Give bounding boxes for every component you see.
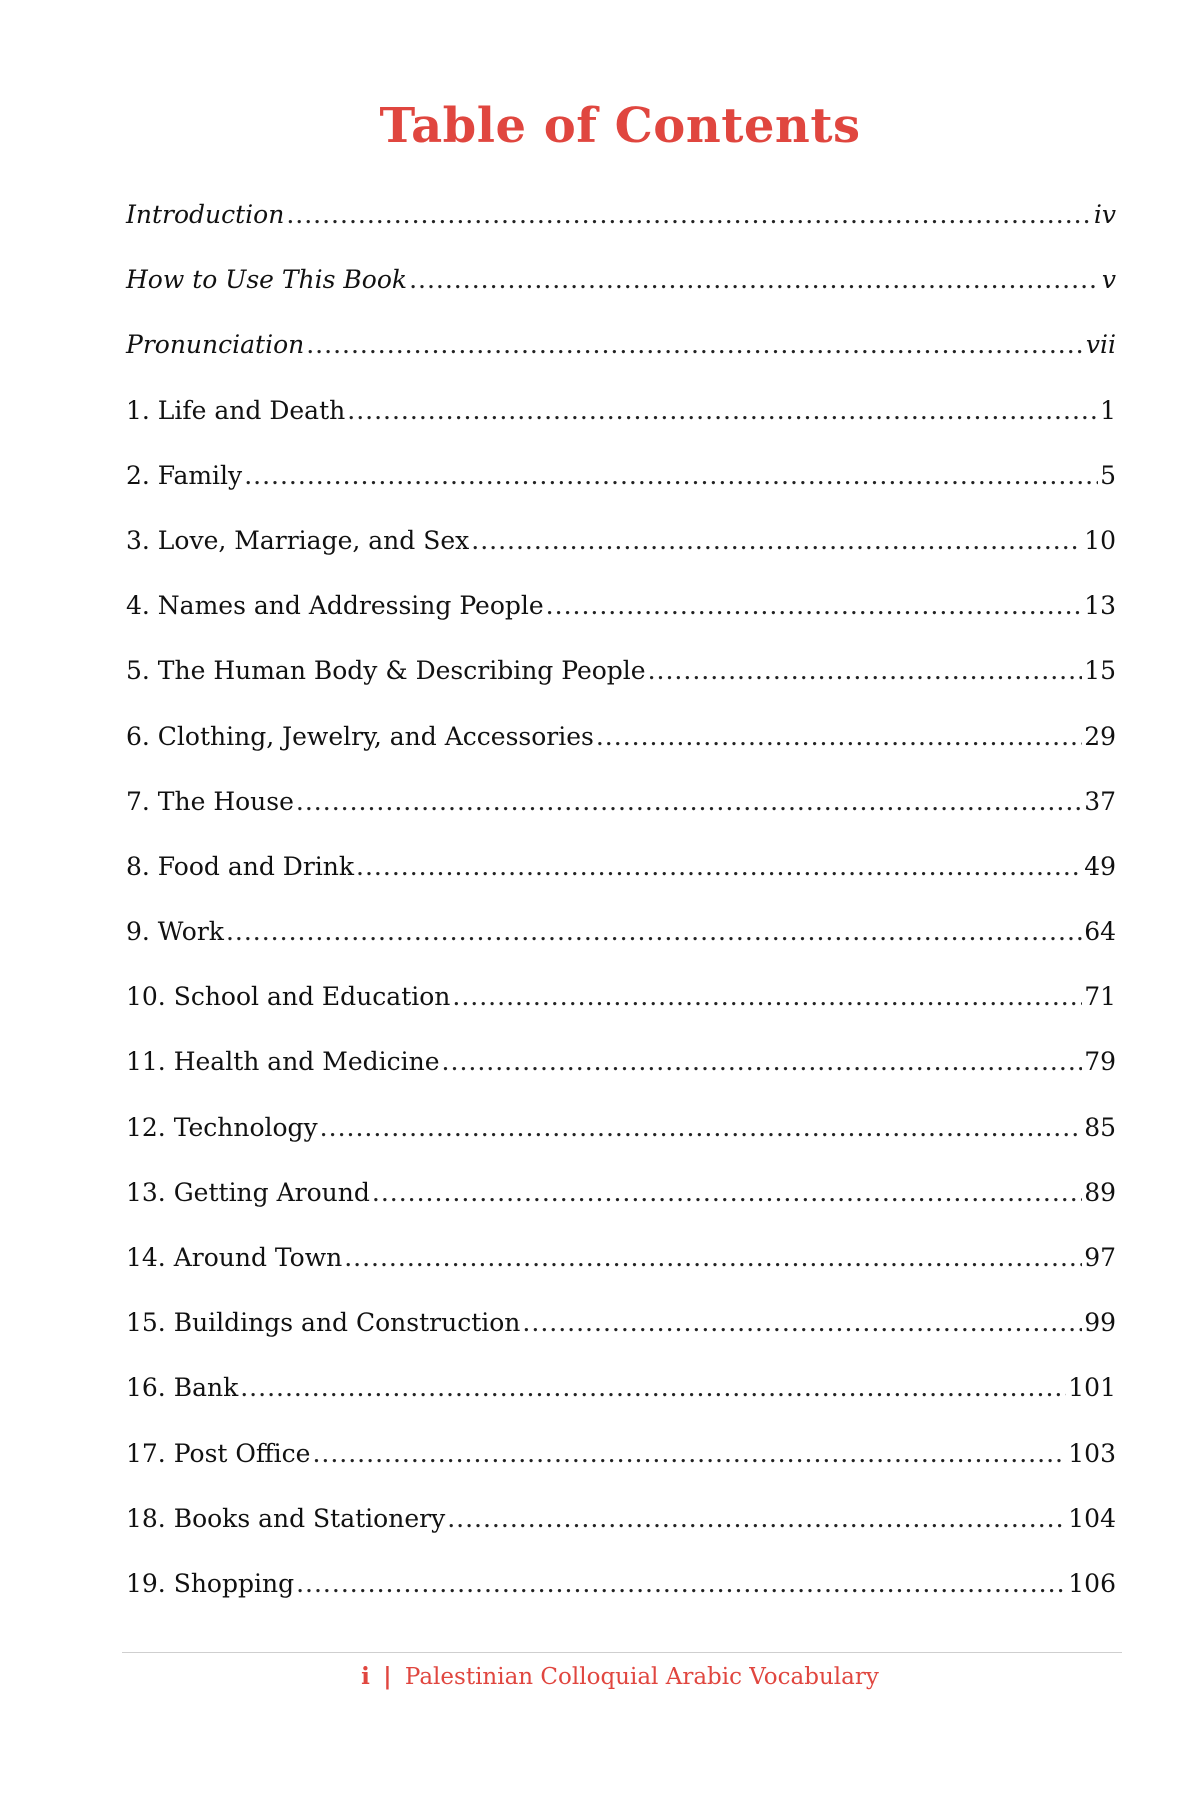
- toc-entry[interactable]: [126, 704, 1116, 769]
- toc-entry[interactable]: [126, 1225, 1116, 1290]
- toc-entry-page-number: 15: [1084, 656, 1116, 686]
- toc-entry-label: 9. Work: [126, 917, 224, 947]
- footer-separator: |: [383, 1663, 392, 1690]
- toc-dot-leader: [442, 1029, 1083, 1094]
- toc-entry[interactable]: [126, 378, 1116, 443]
- toc-entry-label: 12. Technology: [126, 1112, 318, 1142]
- toc-dot-leader: [296, 769, 1082, 834]
- toc-entry[interactable]: [126, 1486, 1116, 1551]
- page-footer: [0, 1660, 1200, 1694]
- toc-entry[interactable]: [126, 247, 1116, 312]
- toc-entry-label: 3. Love, Marriage, and Sex: [126, 525, 470, 555]
- toc-entry-label: 8. Food and Drink: [126, 851, 355, 881]
- footer-book-title: Palestinian Colloquial Arabic Vocabulary: [404, 1664, 879, 1690]
- toc-entry[interactable]: [126, 1355, 1116, 1420]
- toc-entry-page-number: 85: [1084, 1112, 1116, 1142]
- toc-entry-label: 5. The Human Body & Describing People: [126, 656, 646, 686]
- toc-entry-page-number: 37: [1084, 786, 1116, 816]
- toc-entry-page-number: 106: [1068, 1568, 1116, 1598]
- toc-entry-page-number: 97: [1084, 1243, 1116, 1272]
- toc-entry-label: 13. Getting Around: [126, 1177, 370, 1207]
- toc-entry[interactable]: [126, 1421, 1116, 1486]
- toc-entry[interactable]: [126, 1095, 1116, 1160]
- toc-dot-leader: [471, 508, 1082, 573]
- toc-dot-leader: [546, 573, 1083, 638]
- toc-entry[interactable]: [126, 573, 1116, 638]
- toc-entry[interactable]: [126, 508, 1116, 573]
- toc-entry-page-number: 1: [1100, 395, 1116, 425]
- toc-dot-leader: [522, 1290, 1082, 1355]
- toc-dot-leader: [447, 1486, 1066, 1551]
- toc-entry[interactable]: [126, 1029, 1116, 1094]
- toc-entry-page-number: v: [1101, 265, 1116, 295]
- toc-entry-label: 4. Names and Addressing People: [126, 591, 544, 621]
- toc-entry-page-number: 5: [1100, 460, 1116, 490]
- toc-dot-leader: [347, 378, 1098, 443]
- toc-entry-page-number: iv: [1093, 200, 1116, 229]
- toc-entry[interactable]: [126, 638, 1116, 703]
- toc-entry[interactable]: [126, 834, 1116, 899]
- toc-dot-leader: [648, 638, 1083, 703]
- toc-entry-label: 17. Post Office: [126, 1438, 311, 1468]
- toc-entry[interactable]: [126, 1290, 1116, 1355]
- toc-dot-leader: [244, 443, 1098, 508]
- footer-divider: [122, 1652, 1122, 1653]
- toc-entry-label: 10. School and Education: [126, 982, 451, 1012]
- toc-dot-leader: [320, 1095, 1083, 1160]
- toc-entry-label: 7. The House: [126, 786, 294, 816]
- toc-entry[interactable]: [126, 1160, 1116, 1225]
- toc-entry[interactable]: [126, 312, 1116, 377]
- toc-entry-label: 11. Health and Medicine: [126, 1047, 440, 1077]
- toc-entry-label: 14. Around Town: [126, 1243, 343, 1272]
- toc-entry-label: 15. Buildings and Construction: [126, 1308, 521, 1338]
- toc-entry-label: 18. Books and Stationery: [126, 1503, 446, 1533]
- table-of-contents: [126, 182, 1116, 1616]
- toc-entry[interactable]: [126, 182, 1116, 247]
- toc-entry-page-number: 89: [1084, 1177, 1116, 1207]
- toc-entry-page-number: 103: [1068, 1438, 1116, 1468]
- toc-entry-label: 1. Life and Death: [126, 395, 346, 425]
- toc-entry-page-number: 101: [1068, 1373, 1116, 1403]
- toc-entry-page-number: 10: [1084, 525, 1116, 555]
- toc-dot-leader: [312, 1421, 1066, 1486]
- toc-entry-label: 16. Bank: [126, 1373, 239, 1403]
- toc-entry[interactable]: [126, 899, 1116, 964]
- toc-entry-label: Introduction: [126, 200, 285, 229]
- toc-dot-leader: [452, 964, 1082, 1029]
- toc-entry-page-number: 104: [1068, 1503, 1116, 1533]
- toc-entry[interactable]: [126, 443, 1116, 508]
- toc-dot-leader: [226, 899, 1082, 964]
- toc-dot-leader: [596, 704, 1082, 769]
- toc-dot-leader: [344, 1225, 1082, 1290]
- toc-dot-leader: [240, 1355, 1066, 1420]
- toc-dot-leader: [296, 1551, 1066, 1616]
- toc-entry-label: 6. Clothing, Jewelry, and Accessories: [126, 721, 594, 751]
- page-title: Table of Contents: [379, 98, 861, 154]
- toc-entry[interactable]: [126, 964, 1116, 1029]
- footer-page-number: i: [361, 1663, 370, 1690]
- toc-entry-label: Pronunciation: [126, 330, 305, 360]
- toc-dot-leader: [409, 247, 1100, 312]
- toc-entry-page-number: 99: [1084, 1308, 1116, 1338]
- toc-dot-leader: [306, 312, 1084, 377]
- toc-dot-leader: [356, 834, 1082, 899]
- toc-entry-label: 19. Shopping: [126, 1568, 295, 1598]
- toc-entry[interactable]: [126, 769, 1116, 834]
- toc-entry-page-number: 49: [1084, 851, 1116, 881]
- toc-entry-page-number: 29: [1084, 721, 1116, 751]
- toc-dot-leader: [372, 1160, 1082, 1225]
- toc-entry-page-number: vii: [1085, 330, 1116, 360]
- toc-entry-page-number: 71: [1084, 982, 1116, 1012]
- toc-dot-leader: [286, 182, 1092, 247]
- toc-entry[interactable]: [126, 1551, 1116, 1616]
- toc-entry-label: 2. Family: [126, 460, 243, 490]
- toc-entry-label: How to Use This Book: [126, 265, 408, 295]
- toc-entry-page-number: 64: [1084, 917, 1116, 947]
- toc-entry-page-number: 13: [1084, 591, 1116, 621]
- toc-entry-page-number: 79: [1084, 1047, 1116, 1077]
